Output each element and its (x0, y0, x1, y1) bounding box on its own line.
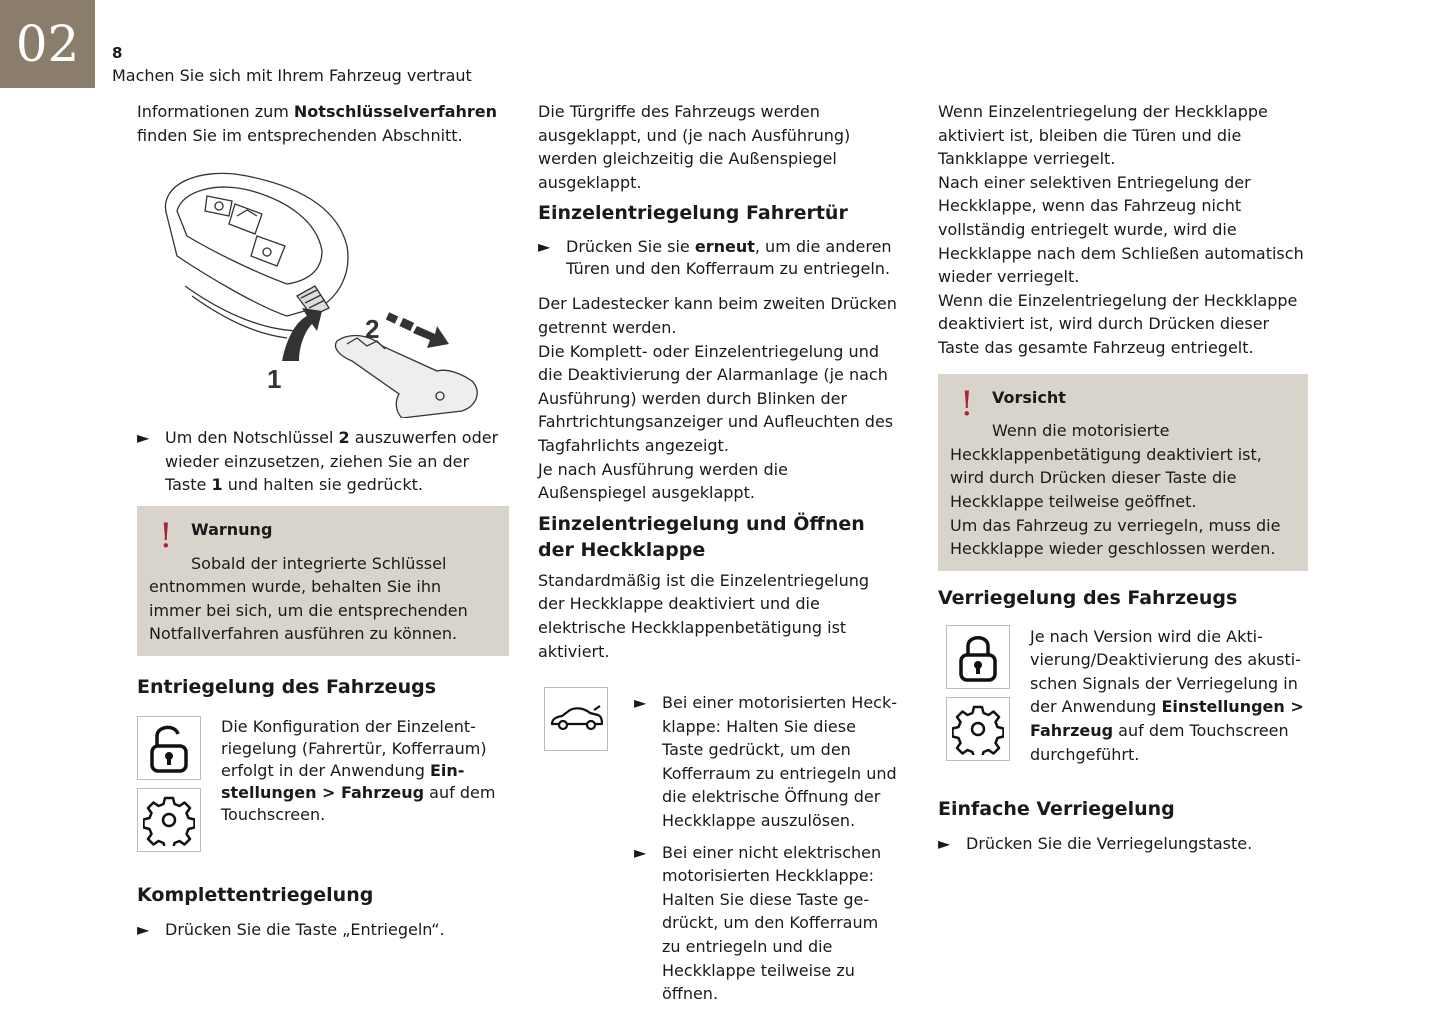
heading-tailgate: Einzelentriegelung und Öffnen der Heckklappe (538, 512, 865, 561)
padlock-closed-icon (946, 625, 1010, 689)
heading-driver-door: Einzelentriegelung Fahrertür (538, 202, 848, 225)
key-fob-illustration (137, 156, 509, 418)
column-1 (137, 100, 509, 951)
full-unlock-instruction: ► Drücken Sie die Taste „Entriegeln“. (137, 918, 509, 942)
unlock-text: Die Konfiguration der Einzelentriegelung (Fahrertür, Kofferraum) erfolgt in der Anwendung Einstellungen > Fahrzeug auf dem Touchscreen. (221, 716, 496, 824)
warning-title: Warnung (191, 519, 273, 539)
heading-lock: Verriegelung des Fahrzeugs (938, 586, 1238, 609)
page-header: Machen Sie sich mit Ihrem Fahrzeug vertraut (112, 66, 472, 85)
warning-icon: ! (159, 515, 173, 556)
bullet-arrow-icon: ► (538, 237, 551, 257)
column-3 (938, 100, 1308, 865)
gear-icon (946, 697, 1010, 761)
caution-title: Vorsicht (992, 387, 1066, 407)
intro-paragraph: Informationen zum Notschlüsselverfahren finden Sie im entsprechenden Abschnitt. (137, 102, 498, 145)
tailgate-paragraph: Standardmäßig ist die Einzelentriegelung der Heckklappe deaktiviert und die elektrische Heckklappenbetätigung ist aktiviert. (538, 570, 870, 661)
lock-text: Je nach Version wird die Aktivierung/Deaktivierung des akustischen Signals der Verriegelung in der Anwendung Einstellungen > Fahrzeug auf dem Touchscreen durchgeführt. (1030, 626, 1304, 764)
tailgate-manual-instruction: ► Bei einer nicht elektrischen motorisierten Heckklappe: Halten Sie diese Taste gedrückt, um den Kofferraum zu entriegeln und die Heckklappe teilweise zu öffnen. (634, 842, 882, 1004)
eject-key-instruction: ► Um den Notschlüssel 2 auszuwerfen oder wieder einzusetzen, ziehen Sie an der Taste 1 und halten sie gedrückt. (137, 428, 499, 495)
column-2 (538, 100, 900, 1015)
heading-simple-lock: Einfache Verriegelung (938, 798, 1175, 821)
key-figure (137, 156, 509, 418)
driver-door-instruction: ► Drücken Sie sie erneut, um die anderen Türen und den Kofferraum zu entriegeln. (538, 237, 892, 279)
unlock-section (137, 716, 509, 852)
caution-text-1: Wenn die motorisierte Heckklappenbetätigung deaktiviert ist, wird durch Drücken dieser Taste die Heckklappe teilweise geöffnet. (950, 421, 1262, 511)
tailgate-section (538, 687, 900, 1015)
tailgate-lock-paragraph: Wenn Einzelentriegelung der Heckklappe aktiviert ist, bleiben die Türen und die Tankklappe verriegelt. Nach einer selektiven Entriegelung der Heckklappe, wenn das Fahrzeug nicht vollständig entriegelt wurde, wird die Heckklappe nach dem Schließen automatisch wieder verriegelt. Wenn die Einzelentriegelung der Heckklappe deaktiviert ist, wird durch Drücken dieser Taste das gesamte Fahrzeug entriegelt. (938, 102, 1304, 357)
bullet-arrow-icon: ► (137, 919, 150, 939)
padlock-open-icon (137, 716, 201, 780)
caution-icon: ! (960, 383, 974, 424)
page-number: 8 (112, 44, 123, 62)
bullet-arrow-icon: ► (938, 834, 951, 854)
chapter-number: 02 (0, 0, 95, 88)
bullet-arrow-icon: ► (634, 842, 647, 862)
figure-label-2: 2 (365, 314, 380, 345)
warning-box (137, 506, 509, 656)
bullet-arrow-icon: ► (634, 693, 647, 713)
car-tailgate-icon (544, 687, 608, 751)
unlock-info-paragraph: Der Ladestecker kann beim zweiten Drücken getrennt werden. Die Komplett- oder Einzelentriegelung und die Deaktivierung der Alarmanlage (je nach Ausführung) werden durch Blinken der Fahrtrichtungsanzeiger und Aufleuchten des Tagfahrlichts angezeigt. Je nach Ausführung werden die Außenspiegel ausgeklappt. (538, 294, 897, 503)
simple-lock-instruction: ► Drücken Sie die Verriegelungstaste. (938, 832, 1308, 856)
caution-text-2: Um das Fahrzeug zu verriegeln, muss die Heckklappe wieder geschlossen werden. (950, 515, 1281, 559)
lock-section (938, 625, 1308, 767)
caution-box (938, 374, 1308, 571)
figure-label-1: 1 (267, 364, 282, 395)
bullet-arrow-icon: ► (137, 428, 150, 448)
heading-full-unlock: Komplettentriegelung (137, 883, 374, 906)
door-handles-paragraph: Die Türgriffe des Fahrzeugs werden ausgeklappt, und (je nach Ausführung) werden gleichzeitig die Außenspiegel ausgeklappt. (538, 102, 851, 192)
tailgate-motorized-instruction: ► Bei einer motorisierten Heckklappe: Halten Sie diese Taste gedrückt, um den Kofferraum zu entriegeln und die elektrische Öffnung der Heckklappe auszulösen. (634, 693, 898, 831)
gear-icon (137, 788, 201, 852)
heading-unlock: Entriegelung des Fahrzeugs (137, 675, 436, 698)
warning-text: Sobald der integrierte Schlüssel entnommen wurde, behalten Sie ihn immer bei sich, um die entsprechenden Notfallverfahren ausführen zu können. (149, 553, 468, 644)
